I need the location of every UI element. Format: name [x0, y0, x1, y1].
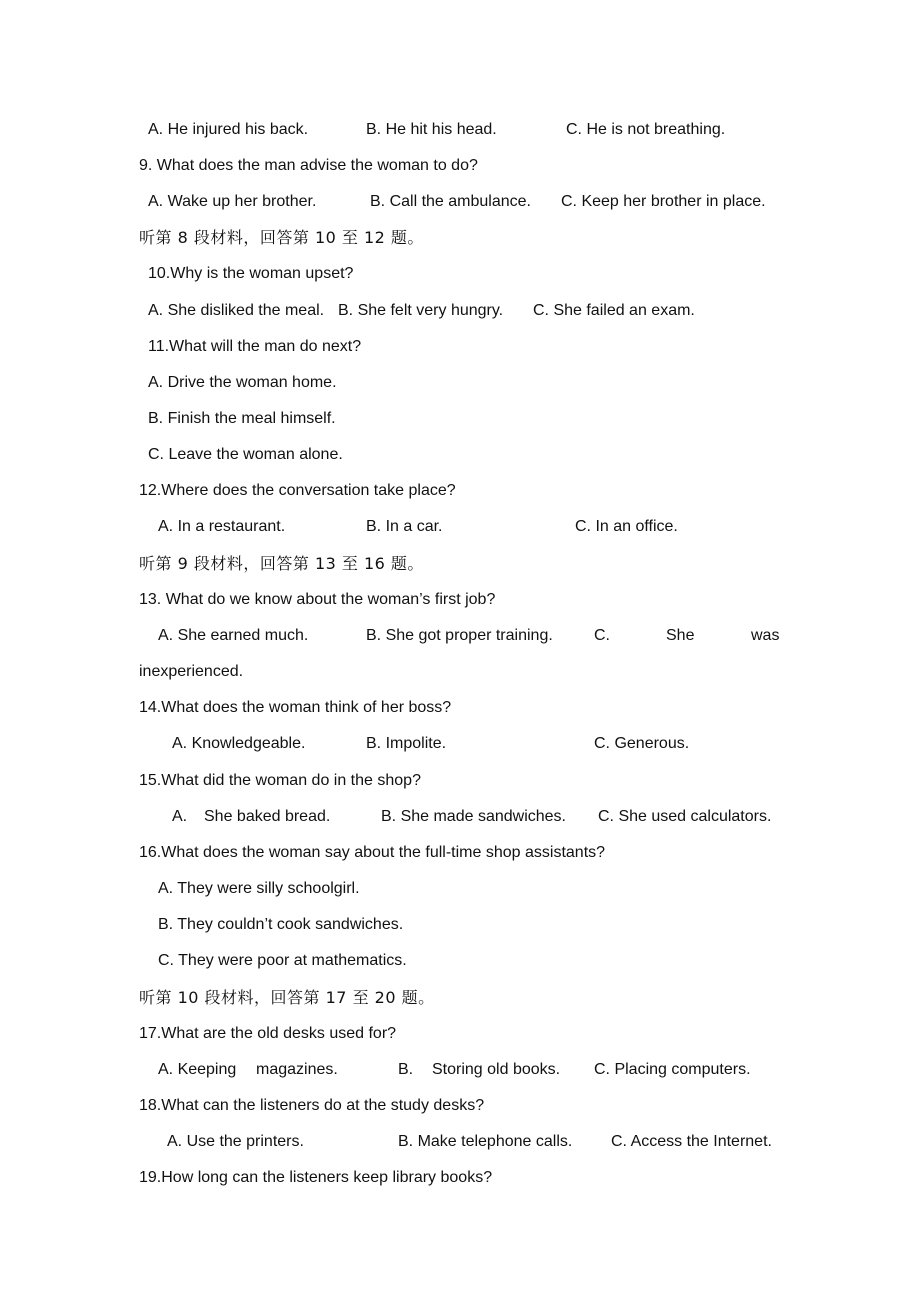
q15-option-b: B. She made sandwiches. [381, 808, 566, 825]
q14-question: 14.What does the woman think of her boss? [139, 699, 452, 716]
q15-option-a-text: She baked bread. [204, 808, 331, 825]
q18-question: 18.What can the listeners do at the study desks? [139, 1097, 485, 1114]
q17-option-a-word-2: magazines. [256, 1061, 338, 1078]
q16-option-c: C. They were poor at mathematics. [158, 952, 407, 969]
q13-option-c-label: C. [594, 627, 610, 644]
q9-question: 9. What does the man advise the woman to do? [139, 157, 478, 174]
q8-option-b: B. He hit his head. [366, 121, 497, 138]
q18-option-c: C. Access the Internet. [611, 1133, 772, 1150]
q17-option-b-text: Storing old books. [432, 1061, 561, 1078]
q10-option-a: A. She disliked the meal. [148, 302, 325, 319]
q13-option-c-word-3: inexperienced. [139, 663, 244, 680]
q18-option-b: B. Make telephone calls. [398, 1133, 573, 1150]
q9-option-b: B. Call the ambulance. [370, 193, 531, 210]
q17-option-b-label: B. [398, 1061, 414, 1078]
q13-option-a: A. She earned much. [158, 627, 309, 644]
q12-option-c: C. In an office. [575, 518, 678, 535]
q16-option-a: A. They were silly schoolgirl. [158, 880, 360, 897]
q14-option-c: C. Generous. [594, 735, 690, 752]
q13-option-b: B. She got proper training. [366, 627, 553, 644]
q8-option-c: C. He is not breathing. [566, 121, 726, 138]
q15-option-a-label: A. [172, 808, 188, 825]
q12-option-b: B. In a car. [366, 518, 443, 535]
q15-option-c: C. She used calculators. [598, 808, 772, 825]
q13-option-c-word-2: was [751, 627, 780, 644]
q10-option-b: B. She felt very hungry. [338, 302, 504, 319]
q11-option-a: A. Drive the woman home. [148, 374, 337, 391]
section-10-heading: 听第 10 段材料，回答第 17 至 20 题。 [139, 988, 435, 1007]
q11-option-b: B. Finish the meal himself. [148, 410, 336, 427]
q13-option-c-word-1: She [666, 627, 695, 644]
q19-question: 19.How long can the listeners keep library books? [139, 1169, 493, 1186]
q12-option-a: A. In a restaurant. [158, 518, 286, 535]
q9-option-a: A. Wake up her brother. [148, 193, 317, 210]
q15-question: 15.What did the woman do in the shop? [139, 772, 421, 789]
section-8-heading: 听第 8 段材料，回答第 10 至 12 题。 [139, 228, 424, 247]
q12-question: 12.Where does the conversation take place? [139, 482, 456, 499]
q11-option-c: C. Leave the woman alone. [148, 446, 343, 463]
section-9-heading: 听第 9 段材料，回答第 13 至 16 题。 [139, 554, 424, 573]
q18-option-a: A. Use the printers. [167, 1133, 304, 1150]
q8-option-a: A. He injured his back. [148, 121, 309, 138]
q11-question: 11.What will the man do next? [148, 338, 362, 355]
q14-option-a: A. Knowledgeable. [172, 735, 306, 752]
q9-option-c: C. Keep her brother in place. [561, 193, 766, 210]
q14-option-b: B. Impolite. [366, 735, 447, 752]
q17-question: 17.What are the old desks used for? [139, 1025, 397, 1042]
q16-option-b: B. They couldn’t cook sandwiches. [158, 916, 404, 933]
q17-option-a-word-1: A. Keeping [158, 1061, 237, 1078]
q17-option-c: C. Placing computers. [594, 1061, 751, 1078]
q16-question: 16.What does the woman say about the full-time shop assistants? [139, 844, 606, 861]
q10-option-c: C. She failed an exam. [533, 302, 695, 319]
q10-question: 10.Why is the woman upset? [148, 265, 354, 282]
q13-question: 13. What do we know about the woman’s first job? [139, 591, 496, 608]
